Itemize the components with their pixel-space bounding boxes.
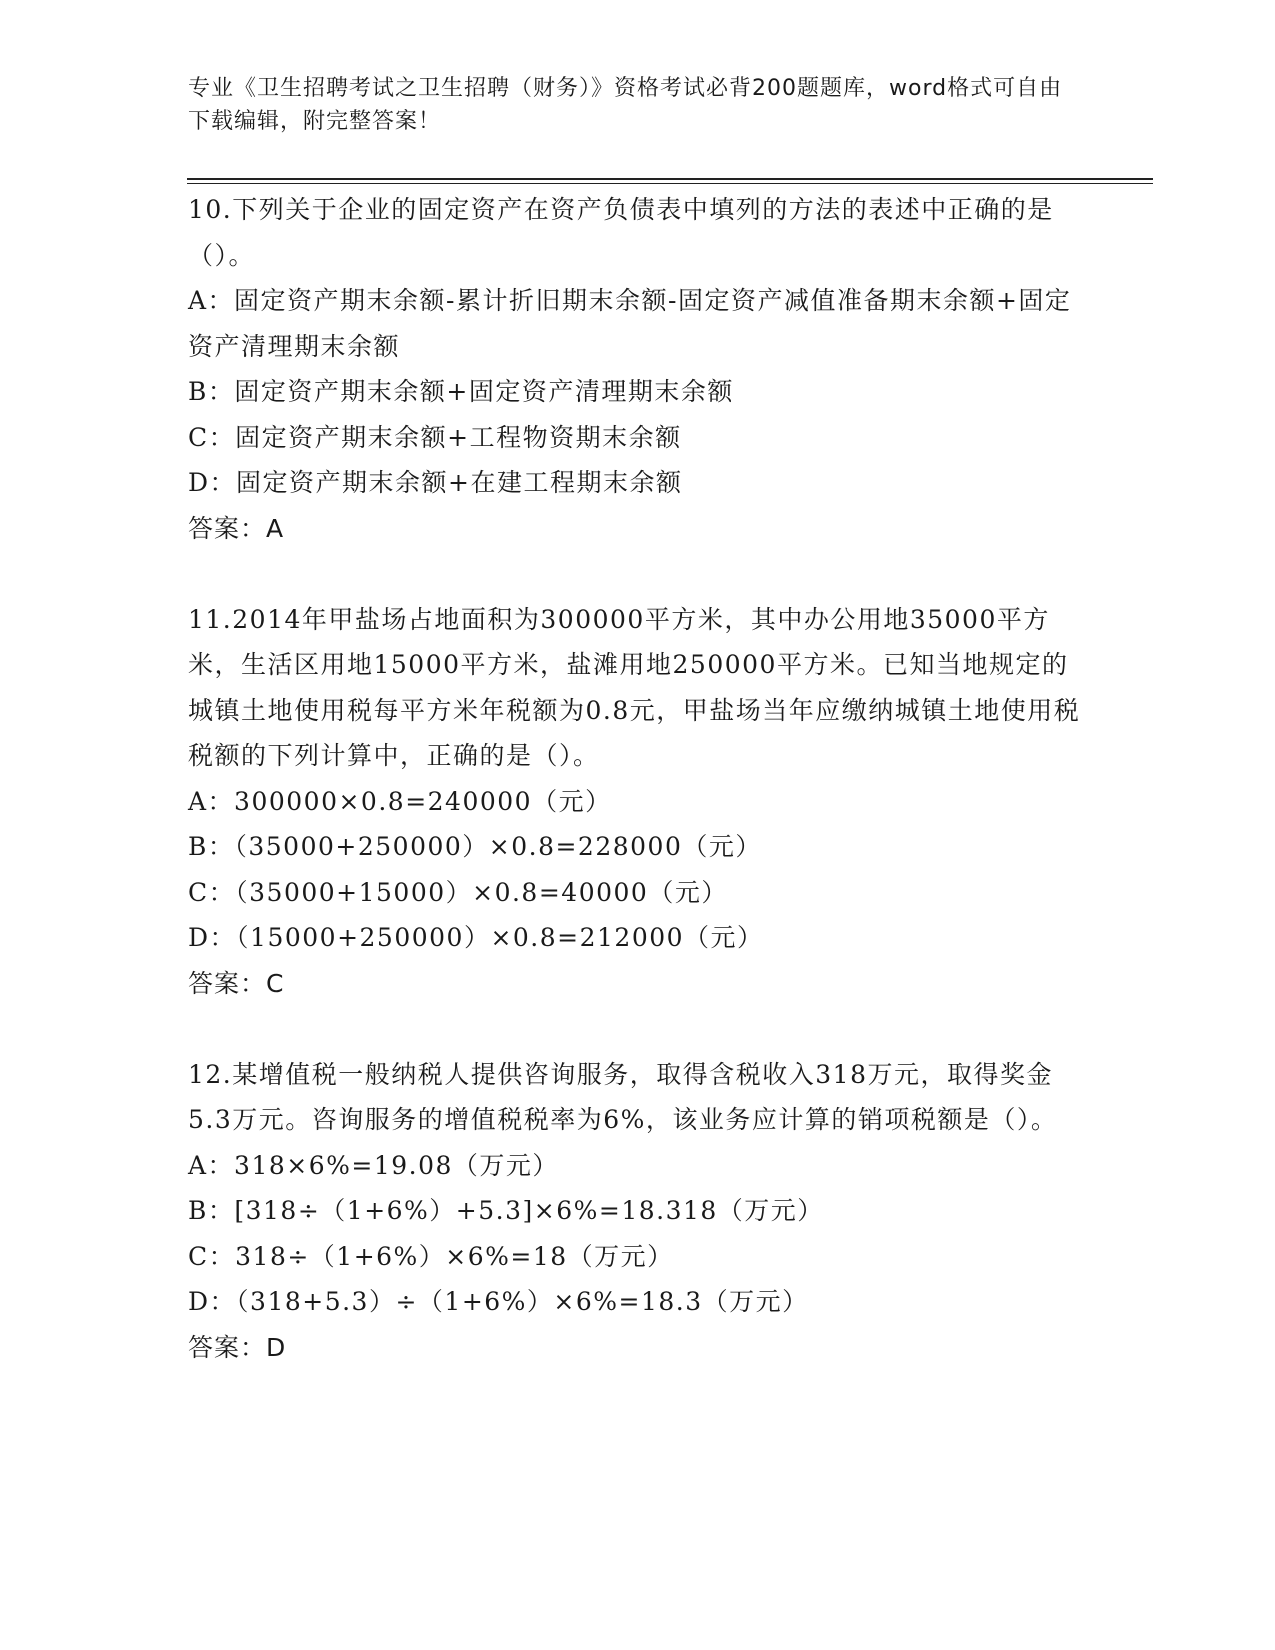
question-11 [188,597,1088,1007]
option-d: D：固定资产期末余额+在建工程期末余额 [188,468,683,497]
option-a: A：300000×0.8=240000（元） [188,786,612,816]
header-divider-thick [187,178,1153,180]
option-d: D：（318+5.3）÷（1+6%）×6%=18.3（万元） [188,1287,809,1316]
option-c: C：318÷（1+6%）×6%=18（万元） [188,1241,674,1271]
option-d: D：（15000+250000）×0.8=212000（元） [188,923,764,952]
document-header [188,72,1068,138]
question-12 [188,1052,1088,1371]
header-divider-thin [187,183,1153,184]
answer-label: 答案：C [188,968,285,998]
option-b: B：固定资产期末余额+固定资产清理期末余额 [188,377,734,406]
question-list [188,187,1088,1371]
question-stem: 10.下列关于企业的固定资产在资产负债表中填列的方法的表述中正确的是（）。 [188,195,1054,270]
question-spacer [188,552,1088,597]
header-text: 专业《卫生招聘考试之卫生招聘（财务）》资格考试必背200题题库，word格式可自由下载编辑，附完整答案！ [188,76,1063,134]
option-c: C：固定资产期末余额+工程物资期末余额 [188,422,682,452]
question-stem: 11.2014年甲盐场占地面积为300000平方米，其中办公用地35000平方米，生活区用地15000平方米，盐滩用地250000平方米。已知当地规定的城镇土地使用税每平方米年税额为0.8元，甲盐场当年应缴纳城镇土地使用税税额的下列计算中，正确的是（）。 [188,604,1081,770]
option-c: C：（35000+15000）×0.8=40000（元） [188,877,728,907]
question-stem: 12.某增值税一般纳税人提供咨询服务，取得含税收入318万元，取得奖金5.3万元。咨询服务的增值税税率为6%，该业务应计算的销项税额是（）。 [188,1059,1058,1134]
option-b: B：（35000+250000）×0.8=228000（元） [188,832,762,861]
option-a: A：318×6%=19.08（万元） [188,1150,559,1180]
question-spacer [188,1007,1088,1052]
option-a: A：固定资产期末余额-累计折旧期末余额-固定资产减值准备期末余额+固定资产清理期末余额 [188,286,1072,361]
answer-label: 答案：D [188,1332,287,1362]
question-10 [188,187,1088,552]
option-b: B：[318÷（1+6%）+5.3]×6%=18.318（万元） [188,1196,824,1225]
answer-label: 答案：A [188,513,285,543]
